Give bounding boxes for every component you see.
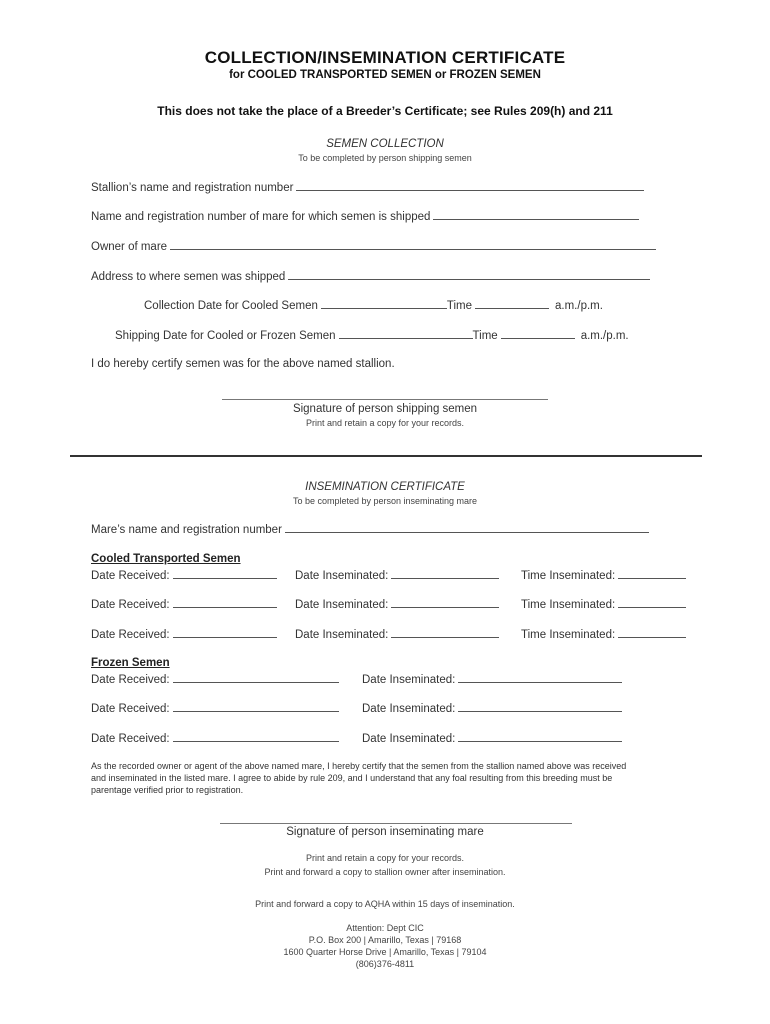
certify-text: I do hereby certify semen was for the above named stallion.	[91, 358, 395, 370]
date-inseminated-label: Date Inseminated:	[362, 674, 456, 686]
shipping-time-label: Time	[472, 330, 498, 342]
date-received-label: Date Received:	[91, 703, 170, 715]
date-inseminated-input-line[interactable]	[391, 627, 499, 638]
certify-statement	[91, 358, 395, 370]
address-field	[91, 269, 650, 283]
semen-collection-subtitle: To be completed by person shipping semen	[298, 153, 472, 163]
date-inseminated-input-line[interactable]	[391, 597, 499, 608]
address-attention: Attention: Dept CIC	[346, 923, 424, 933]
date-inseminated-label: Date Inseminated:	[295, 629, 389, 641]
time-inseminated-input-line[interactable]	[618, 597, 686, 608]
collection-ampm-label: a.m./p.m.	[555, 300, 603, 312]
collection-time-label: Time	[446, 300, 473, 312]
address-label: Address to where semen was shipped	[91, 271, 286, 283]
owner-input-line[interactable]	[170, 239, 656, 250]
date-received-input-line[interactable]	[173, 597, 277, 608]
inseminator-signature-line[interactable]	[220, 823, 572, 824]
frozen-semen-heading: Frozen Semen	[91, 657, 170, 669]
section-divider	[70, 455, 702, 457]
mare-shipped-field	[91, 209, 639, 223]
stallion-label: Stallion’s name and registration number	[91, 182, 294, 194]
collection-date-label: Collection Date for Cooled Semen	[144, 300, 318, 312]
cooled-row	[521, 627, 686, 641]
collection-date-input-line[interactable]	[321, 298, 447, 309]
owner-statement-line: and inseminated in the listed mare. I agree to abide by rule 209, and I understand that any foal resulting from this breeding must be	[91, 773, 613, 783]
time-inseminated-label: Time Inseminated:	[521, 570, 616, 582]
mare-label: Mare’s name and registration number	[91, 524, 282, 536]
cooled-semen-heading: Cooled Transported Semen	[91, 553, 241, 565]
address-phone: (806)376-4811	[355, 959, 415, 969]
inseminator-retain-note: Print and retain a copy for your records.	[305, 853, 465, 863]
date-inseminated-input-line[interactable]	[391, 568, 499, 579]
date-received-input-line[interactable]	[173, 627, 277, 638]
shipping-date-input-line[interactable]	[339, 328, 473, 339]
address-po-box: P.O. Box 200 | Amarillo, Texas | 79168	[308, 935, 462, 945]
time-inseminated-input-line[interactable]	[618, 627, 686, 638]
date-received-input-line[interactable]	[173, 701, 339, 712]
frozen-row	[362, 731, 622, 745]
time-inseminated-label: Time Inseminated:	[521, 599, 616, 611]
mare-field	[91, 522, 649, 536]
cooled-row	[295, 597, 499, 611]
frozen-row	[91, 701, 339, 715]
date-received-label: Date Received:	[91, 629, 170, 641]
owner-label: Owner of mare	[91, 241, 168, 253]
mare-shipped-input-line[interactable]	[433, 209, 639, 220]
address-input-line[interactable]	[288, 269, 650, 280]
date-received-input-line[interactable]	[173, 731, 339, 742]
date-received-label: Date Received:	[91, 570, 170, 582]
cooled-row	[91, 597, 277, 611]
date-inseminated-input-line[interactable]	[458, 672, 622, 683]
collection-time-input-line[interactable]	[475, 298, 549, 309]
frozen-row	[91, 672, 339, 686]
mare-shipped-label: Name and registration number of mare for which semen is shipped	[91, 211, 431, 223]
frozen-row	[362, 672, 622, 686]
insemination-title: INSEMINATION CERTIFICATE	[305, 481, 465, 493]
forward-aqha-note: Print and forward a copy to AQHA within 15 days of insemination.	[255, 899, 515, 909]
stallion-input-line[interactable]	[296, 180, 644, 191]
date-inseminated-label: Date Inseminated:	[362, 703, 456, 715]
mare-input-line[interactable]	[285, 522, 649, 533]
time-inseminated-input-line[interactable]	[618, 568, 686, 579]
date-inseminated-label: Date Inseminated:	[362, 733, 456, 745]
date-received-label: Date Received:	[91, 599, 170, 611]
cooled-row	[91, 568, 277, 582]
date-received-input-line[interactable]	[173, 672, 339, 683]
shipping-date-field	[115, 328, 629, 342]
shipper-signature-label: Signature of person shipping semen	[292, 403, 478, 415]
insemination-subtitle: To be completed by person inseminating mare	[292, 496, 478, 506]
inseminator-signature-label: Signature of person inseminating mare	[286, 826, 484, 838]
date-inseminated-input-line[interactable]	[458, 701, 622, 712]
cooled-row	[521, 597, 686, 611]
form-subtitle: for COOLED TRANSPORTED SEMEN or FROZEN SEMEN	[229, 69, 541, 81]
cooled-row	[295, 627, 499, 641]
collection-date-field	[144, 298, 603, 312]
time-inseminated-label: Time Inseminated:	[521, 629, 616, 641]
semen-collection-title: SEMEN COLLECTION	[326, 138, 444, 150]
date-received-input-line[interactable]	[173, 568, 277, 579]
date-inseminated-label: Date Inseminated:	[295, 599, 389, 611]
shipping-ampm-label: a.m./p.m.	[580, 330, 629, 342]
owner-statement	[91, 760, 711, 796]
date-received-label: Date Received:	[91, 674, 170, 686]
shipping-date-label: Shipping Date for Cooled or Frozen Semen	[115, 330, 336, 342]
date-inseminated-label: Date Inseminated:	[295, 570, 389, 582]
cooled-row	[521, 568, 686, 582]
owner-statement-line: parentage verified prior to registration.	[91, 785, 244, 795]
stallion-field	[91, 180, 644, 194]
shipping-time-input-line[interactable]	[501, 328, 575, 339]
date-inseminated-input-line[interactable]	[458, 731, 622, 742]
date-received-label: Date Received:	[91, 733, 170, 745]
frozen-row	[362, 701, 622, 715]
owner-field	[91, 239, 656, 253]
owner-statement-line: As the recorded owner or agent of the above named mare, I hereby certify that the semen from the stallion named above was received	[91, 761, 627, 771]
shipper-signature-line[interactable]	[222, 399, 548, 400]
forward-stallion-note: Print and forward a copy to stallion owner after insemination.	[264, 867, 506, 877]
form-title: COLLECTION/INSEMINATION CERTIFICATE	[204, 48, 566, 67]
shipper-retain-note: Print and retain a copy for your records.	[305, 418, 465, 428]
cooled-row	[91, 627, 277, 641]
cooled-row	[295, 568, 499, 582]
frozen-row	[91, 731, 339, 745]
breeder-notice: This does not take the place of a Breeder’s Certificate; see Rules 209(h) and 211	[157, 104, 613, 118]
address-street: 1600 Quarter Horse Drive | Amarillo, Texas | 79104	[283, 947, 487, 957]
